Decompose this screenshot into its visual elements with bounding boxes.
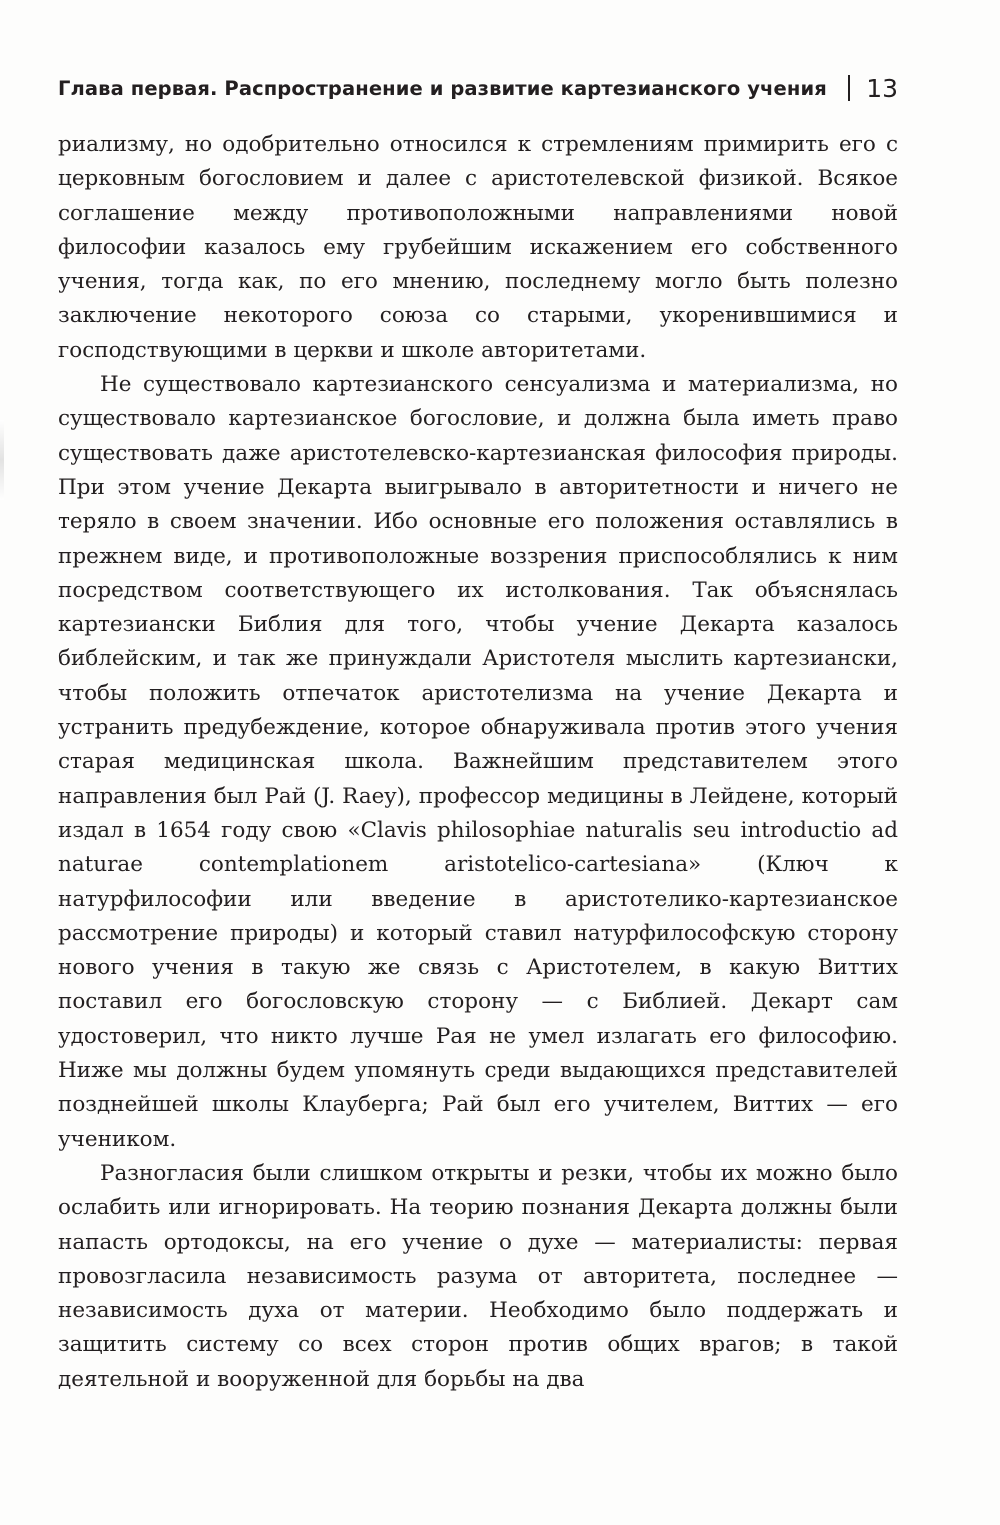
body-text (58, 128, 898, 1397)
header-separator (848, 75, 850, 101)
paragraph-1: риализму, но одобрительно относился к стремлениям примирить его с церковным богословием и далее с аристотелевской физикой. Всякое соглашение между противоположными направлениями новой философии казалось ему грубейшим искажением его собственного учения, тогда как, по его мнению, последнему могло быть полезно заключение некоторого союза со старыми, укоренившимися и господствующими в церкви и школе авторитетами. (58, 132, 898, 363)
chapter-title: Глава первая. Распространение и развитие картезианского учения (58, 76, 827, 100)
paragraph-3: Разногласия были слишком открыты и резки, чтобы их можно было ослабить или игнорировать. На теорию познания Декарта должны были напасть ортодоксы, на его учение о духе — материалисты: первая провозгласила независимость разума от авторитета, последнее — независимость духа от материи. Необходимо было поддержать и защитить систему со всех сторон против общих врагов; в такой деятельной и вооруженной для борьбы на два (58, 1160, 898, 1392)
paragraph-2: Не существовало картезианского сенсуализма и материализма, но существовало картезианское богословие, и должна была иметь право существовать даже аристотелевско-картезианская философия природы. При этом учение Декарта выигрывало в авторитетности и ничего не теряло в своем значении. Ибо основные его положения оставлялись в прежнем виде, и противоположные воззрения приспособлялись к ним посредством соответствующего их истолкования. Так объяснялась картезиански Библия для того, чтобы учение Декарта казалось библейским, и так же принуждали Аристотеля мыслить картезиански, чтобы положить отпечаток аристотелизма на учение Декарта и устранить предубеждение, которое обнаруживала против этого учения старая медицинская школа. Важнейшим представителем этого направления был Рай (J. Raey), профессор медицины в Лейдене, который издал в 1654 году свою «Clavis philosophiae naturalis seu introductio ad naturae contemplationem aristotelico-cartesiana» (Ключ к натурфилософии или введение в аристотелико-картезианское рассмотрение природы) и который ставил натурфилософскую сторону нового учения в такую же связь с Аристотелем, в какую Виттих поставил его богословскую сторону — с Библией. Декарт сам удостоверил, что никто лучше Рая не умел излагать его философию. Ниже мы должны будем упомянуть среди выдающихся представителей позднейшей школы Клауберга; Рай был его учителем, Виттих — его учеником. (58, 372, 898, 1152)
page-edge-shadow (0, 420, 4, 500)
page-number: 13 (866, 73, 898, 103)
running-header (58, 68, 898, 108)
